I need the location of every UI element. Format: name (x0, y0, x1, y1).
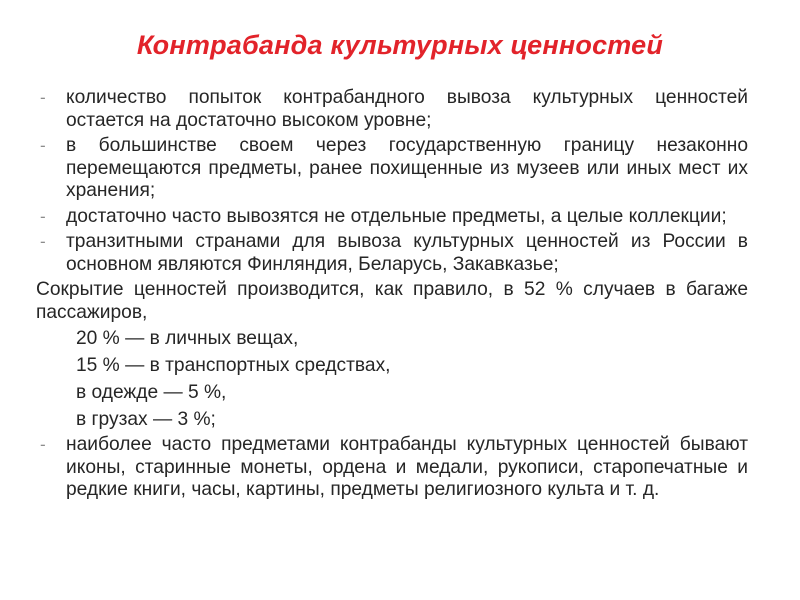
sub-item: 20 % — в личных вещах, (76, 328, 299, 349)
bullet-text: транзитными странами для вывоза культурных ценностей из России в основном являются Финляндия, Беларусь, Закавказье; (66, 231, 748, 275)
concealment-paragraph: Сокрытие ценностей производится, как правило, в 52 % случаев в багаже пассажиров, (36, 279, 748, 323)
bullet-item (36, 434, 748, 502)
bullet-item (36, 135, 748, 203)
slide-content (36, 87, 748, 505)
bullet-text: наиболее часто предметами контрабанды культурных ценностей бывают иконы, старинные монеты, ордена и медали, рукописи, старопечатные и редкие книги, часы, картины, предметы религиозного культа и т. д. (66, 434, 748, 500)
sub-item: 15 % — в транспортных средствах, (76, 355, 391, 376)
bullet-text: количество попыток контрабандного вывоза культурных ценностей остается на достаточно высоком уровне; (66, 87, 748, 131)
bullet-item (36, 206, 748, 229)
sub-item: в грузах — 3 %; (76, 409, 216, 430)
bullet-marker: - (40, 206, 46, 226)
sub-item: в одежде — 5 %, (76, 382, 227, 403)
bullet-marker: - (40, 232, 46, 251)
bullet-text: в большинстве своем через государственную границу незаконно перемещаются предметы, ранее похищенные из музеев или иных мест их хранения; (66, 135, 748, 201)
bullet-marker: - (40, 136, 46, 155)
bullet-marker: - (40, 88, 46, 107)
bullet-item (36, 231, 748, 276)
slide-title: Контрабанда культурных ценностей (136, 30, 664, 60)
bullet-item (36, 87, 748, 132)
bullet-text: достаточно часто вывозятся не отдельные предметы, а целые коллекции; (66, 205, 727, 227)
bullet-marker: - (40, 435, 46, 454)
